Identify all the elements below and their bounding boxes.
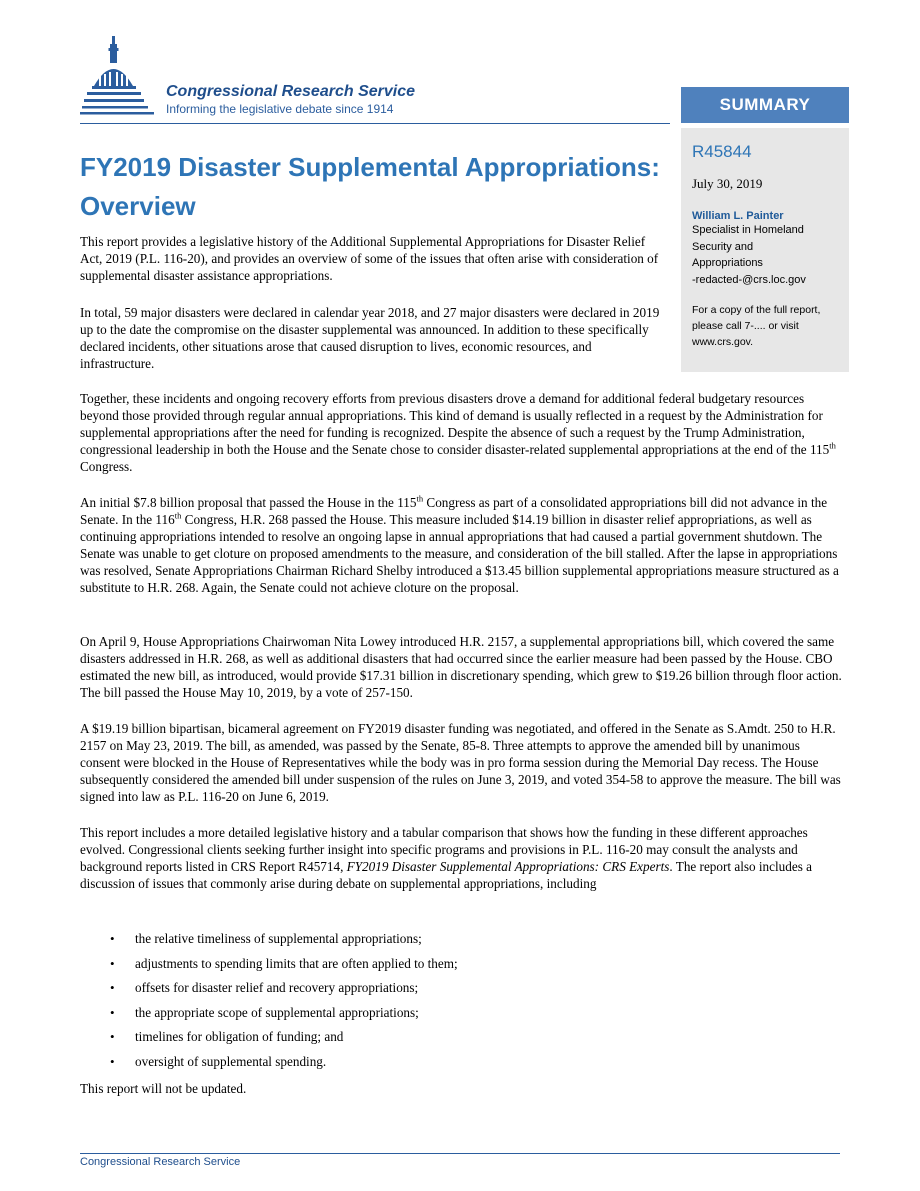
list-item: • timelines for obligation of funding; and — [80, 1028, 840, 1053]
org-name: Congressional Research Service — [166, 83, 416, 100]
author-title-line: Specialist in Homeland — [692, 224, 804, 236]
text-run: Congress as part of a consolidated appropriations bill did not advance in the Senate. In the 116 — [80, 495, 828, 527]
copy-note — [692, 302, 839, 350]
org-tagline: Informing the legislative debate since 1914 — [166, 102, 394, 116]
list-item: • adjustments to spending limits that are often applied to them; — [80, 955, 840, 980]
paragraph-report-scope — [80, 824, 842, 892]
superscript: th — [174, 510, 182, 521]
author-title-line: Security and — [692, 240, 754, 253]
text-run: . The report also includes a discussion of issues that commonly arise during debate on supplemental appropriations, including — [80, 859, 812, 891]
summary-sidebar — [681, 128, 849, 372]
copy-note-line: For a copy of the full report, — [692, 304, 821, 316]
closing-note: This report will not be updated. — [80, 1081, 247, 1096]
list-item: • offsets for disaster relief and recovery appropriations; — [80, 979, 840, 1004]
title-line: Overview — [80, 191, 196, 221]
report-citation: FY2019 Disaster Supplemental Appropriations: CRS Experts — [346, 859, 670, 874]
copy-note-line: please call 7-.... or visit — [692, 320, 799, 332]
copy-note-line: www.crs.gov. — [692, 336, 754, 348]
summary-heading: SUMMARY — [681, 87, 849, 123]
superscript: th — [829, 440, 836, 451]
paragraph-initial-proposal — [80, 494, 842, 596]
paragraph-intro: This report provides a legislative history of the Additional Supplemental Appropriations for Disaster Relief Act, 2019 (P.L. 116-20), and provides an overview of some of the issues that often arise with consideration of supplemental disaster assistance appropriations. — [80, 234, 659, 283]
author-title-line: Appropriations — [692, 257, 763, 269]
text-run: Congress. — [80, 459, 133, 474]
issues-list — [80, 930, 840, 1077]
author-email: -redacted-@crs.loc.gov — [692, 273, 806, 286]
report-title — [80, 148, 680, 226]
footer-text: Congressional Research Service — [80, 1156, 241, 1168]
superscript: th — [416, 493, 424, 504]
footer-divider — [80, 1153, 840, 1154]
list-item: • oversight of supplemental spending. — [80, 1053, 840, 1078]
text-run: Congress, H.R. 268 passed the House. This measure included $14.19 billion in disaster relief appropriations, as well as continuing appropriations intended to resolve an ongoing lapse in annual appropriations that had caused a partial government shutdown. The Senate was unable to get cloture on proposed amendments to the measure, and consideration of the bill stalled. After the lapse in appropriations was resolved, Senate Appropriations Chairman Richard Shelby introduced a $13.45 billion supplemental appropriations measure structured as a substitute to H.R. 268. Again, the Senate could not achieve cloture on the proposal. — [80, 512, 839, 595]
capitol-dome-icon — [80, 30, 160, 122]
header-divider — [80, 123, 670, 124]
title-line: FY2019 Disaster Supplemental Appropriations: — [80, 152, 660, 182]
text-run: Together, these incidents and ongoing recovery efforts from previous disasters drove a demand for additional federal budgetary resources beyond those provided through regular annual appropriations. This kind of demand is usually reflected in a request by the Administration for supplemental appropriations after the need for funding is recognized. Despite the absence of such a request by the Trump Administration, congressional leadership in both the House and the Senate chose to consider disaster-related supplemental appropriations at the end of the 115 — [80, 391, 830, 457]
text-run: An initial $7.8 billion proposal that passed the House in the 115 — [80, 495, 417, 510]
author-name: William L. Painter — [692, 210, 784, 222]
report-date: July 30, 2019 — [692, 176, 763, 191]
report-number: R45844 — [692, 142, 752, 161]
paragraph-disasters: In total, 59 major disasters were declared in calendar year 2018, and 27 major disasters were declared in 2019 up to the date the compromise on the disaster supplemental was announced. In addition to these specifically declared incidents, other situations arose that caused disruption to lives, economic resources, and infrastructure. — [80, 305, 660, 371]
paragraph-demand — [80, 390, 842, 475]
list-item: • the relative timeliness of supplemental appropriations; — [80, 930, 840, 955]
paragraph-hr2157: On April 9, House Appropriations Chairwoman Nita Lowey introduced H.R. 2157, a supplemental appropriations bill, which covered the same disasters addressed in H.R. 268, as well as additional disasters that had occurred since the earlier measure had been passed by the House. CBO estimated the new bill, as introduced, would provide $17.31 billion in discretionary spending, which grew to $19.26 billion through floor action. The bill passed the House May 10, 2019, by a vote of 257-150. — [80, 634, 842, 700]
list-item: • the appropriate scope of supplemental appropriations; — [80, 1004, 840, 1029]
paragraph-agreement: A $19.19 billion bipartisan, bicameral agreement on FY2019 disaster funding was negotiated, and offered in the Senate as S.Amdt. 250 to H.R. 2157 on May 23, 2019. The bill, as amended, was passed by the Senate, 85-8. Three attempts to approve the amended bill by unanimous consent were blocked in the House of Representatives while the body was in pro forma session during the Memorial Day recess. The House subsequently considered the amended bill under suspension of the rules on June 3, 2019, and voted 354-58 to approve the measure. The bill was signed into law as P.L. 116-20 on June 6, 2019. — [80, 721, 841, 804]
text-run: This report includes a more detailed legislative history and a tabular comparison that shows how the funding in these different approaches evolved. Congressional clients seeking further insight into specific programs and provisions in P.L. 116-20 may consult the analysts and background reports listed in CRS Report R45714, — [80, 825, 808, 874]
